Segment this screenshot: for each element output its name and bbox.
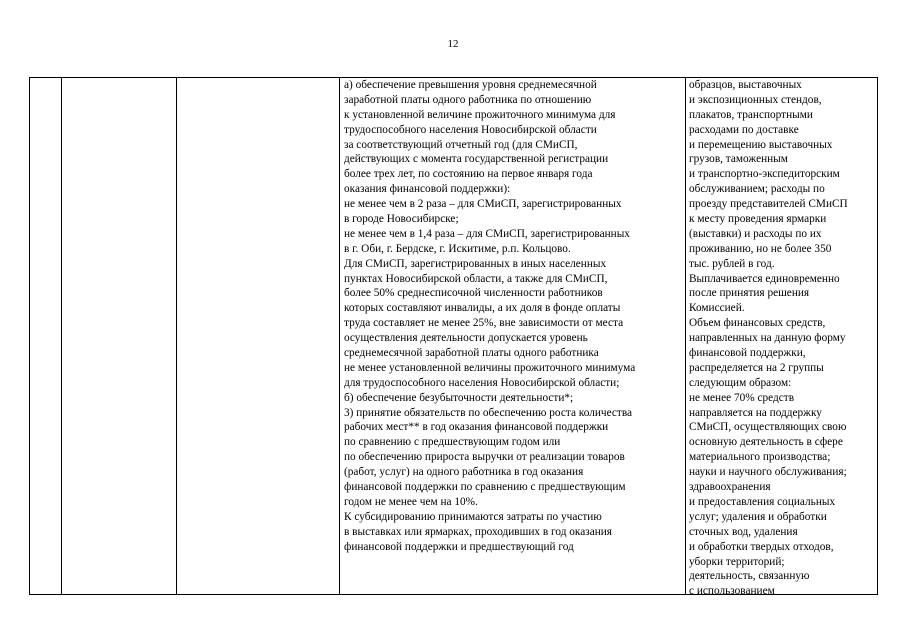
text-line: направляется на поддержку	[689, 406, 822, 419]
text-line: не менее 70% средств	[689, 391, 795, 404]
text-line: здравоохранения	[689, 481, 771, 494]
text-line: а) обеспечение превышения уровня среднемесячной	[344, 79, 597, 91]
text-line: после принятия решения	[689, 287, 810, 300]
text-line: услуг; удаления и обработки	[689, 510, 827, 523]
text-line: материального производства;	[689, 451, 831, 464]
text-line: обслуживанием; расходы по	[689, 183, 825, 196]
text-line: и обработки твердых отходов,	[689, 540, 834, 553]
text-line: направленных на данную форму	[689, 332, 846, 345]
table-cell-expenses	[689, 78, 848, 599]
text-line: оказания финансовой поддержки):	[344, 183, 511, 196]
page-number: 12	[447, 38, 459, 50]
text-line: образцов, выставочных	[689, 79, 802, 91]
text-line: годом не менее чем на 10%.	[344, 495, 478, 508]
text-line: плакатов, транспортными	[689, 108, 813, 121]
text-line: действующих с момента государственной регистрации	[344, 153, 609, 166]
column-divider-3	[339, 78, 340, 594]
text-line: (работ, услуг) на одного работника в год оказания	[344, 466, 584, 479]
text-line: Объем финансовых средств,	[689, 317, 826, 330]
text-line: финансовой поддержки по сравнению с предшествующим	[344, 481, 626, 494]
text-line: 3) принятие обязательств по обеспечению роста количества	[344, 406, 633, 419]
text-line: более 50% среднесписочной численности работников	[344, 287, 603, 300]
text-line: к установленной величине прожиточного минимума для	[344, 108, 616, 121]
text-line: Для СМиСП, зарегистрированных в иных населенных	[344, 257, 607, 270]
text-line: Комиссией.	[689, 302, 745, 315]
text-line: сточных вод, удаления	[689, 525, 798, 538]
text-line: б) обеспечение безубыточности деятельности*;	[344, 391, 574, 404]
column-divider-2	[176, 78, 177, 594]
text-line: СМиСП, осуществляющих свою	[689, 421, 847, 434]
text-line: финансовой поддержки и предшествующий год	[344, 540, 574, 553]
column-divider-1	[61, 78, 62, 594]
column-divider-4	[685, 78, 686, 594]
text-line: проезду представителей СМиСП	[689, 198, 848, 211]
text-line: в г. Оби, г. Бердске, г. Искитиме, р.п. Кольцово.	[344, 242, 571, 255]
text-line: за соответствующий отчетный год (для СМиСП,	[344, 138, 578, 151]
text-line: рабочих мест** в год оказания финансовой поддержки	[344, 421, 609, 434]
text-line: не менее чем в 1,4 раза – для СМиСП, зарегистрированных	[344, 227, 630, 240]
text-line: финансовой поддержки,	[689, 347, 806, 360]
text-line: в выставках или ярмарках, проходивших в год оказания	[344, 525, 613, 538]
text-line: и перемещению выставочных	[689, 138, 833, 151]
text-line: в городе Новосибирске;	[344, 213, 459, 226]
text-line: (выставки) и расходы по их	[689, 227, 822, 240]
text-line: для трудоспособного населения Новосибирской области;	[344, 376, 620, 389]
text-line: и транспортно-экспедиторским	[689, 168, 840, 181]
text-line: к месту проведения ярмарки	[689, 213, 827, 226]
text-line: расходами по доставке	[689, 123, 799, 136]
text-line: по сравнению с предшествующим годом или	[344, 436, 561, 449]
text-line: и предоставления социальных	[689, 495, 836, 508]
text-line: которых составляют инвалиды, а их доля в фонде оплаты	[344, 302, 621, 315]
text-line: труда составляет не менее 25%, вне зависимости от места	[344, 317, 624, 330]
table-cell-requirements	[344, 78, 635, 555]
text-line: трудоспособного населения Новосибирской области	[344, 123, 597, 136]
text-line: не менее чем в 2 раза – для СМиСП, зарегистрированных	[344, 198, 622, 211]
text-line: науки и научного обслуживания;	[689, 466, 847, 479]
text-line: и экспозиционных стендов,	[689, 93, 822, 106]
text-line: уборки территорий;	[689, 555, 785, 568]
text-line: не менее установленной величины прожиточного минимума	[344, 361, 636, 374]
text-line: проживанию, но не более 350	[689, 242, 832, 255]
text-line: деятельность, связанную	[689, 570, 810, 583]
text-line: с использованием	[689, 585, 775, 598]
text-line: следующим образом:	[689, 376, 792, 389]
text-line: осуществления деятельности допускается уровень	[344, 332, 588, 345]
text-line: среднемесячной заработной платы одного работника	[344, 347, 599, 360]
text-line: более трех лет, по состоянию на первое января года	[344, 168, 593, 181]
text-line: Выплачивается единовременно	[689, 272, 840, 285]
text-line: заработной платы одного работника по отношению	[344, 93, 592, 106]
document-table	[29, 77, 878, 598]
text-line: пунктах Новосибирской области, а также для СМиСП,	[344, 272, 608, 285]
text-line: К субсидированию принимаются затраты по участию	[344, 510, 602, 523]
text-line: основную деятельность в сфере	[689, 436, 843, 449]
text-line: распределяется на 2 группы	[689, 361, 824, 374]
text-line: тыс. рублей в год.	[689, 257, 775, 270]
text-line: грузов, таможенным	[689, 153, 788, 166]
text-line: по обеспечению прироста выручки от реализации товаров	[344, 451, 625, 464]
